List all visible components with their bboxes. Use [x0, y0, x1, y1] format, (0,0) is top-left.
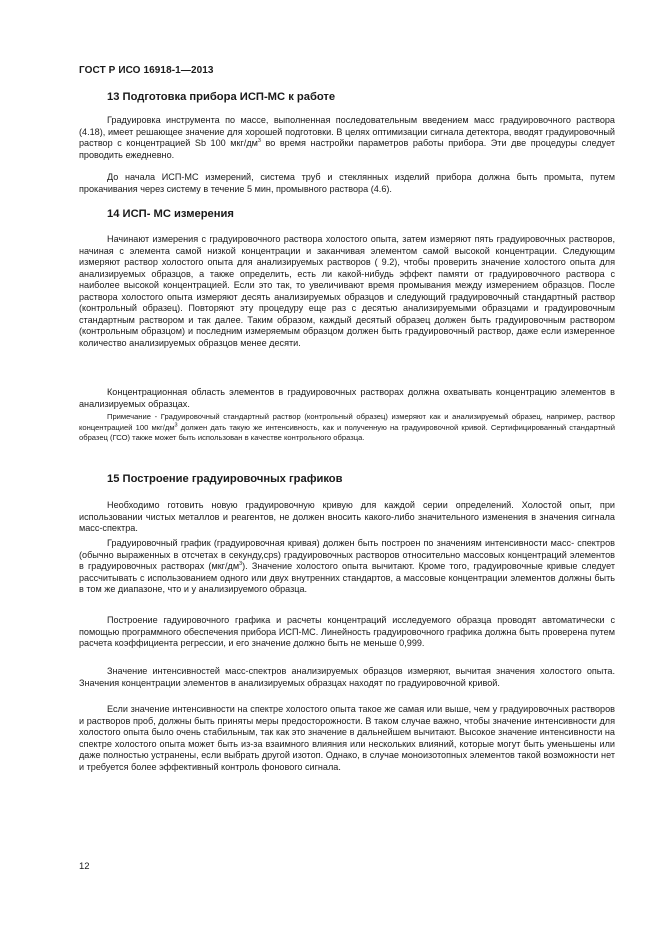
section-14-paragraph-1: Начинают измерения с градуировочного раствора холостого опыта, затем измеряют пять градуировочных растворов, начиная с элемента самой низкой концентрации и заканчивая элементом самой высокой концентрации. Следующим измеряют раствор холостого опыта для анализируемых растворов ( 9.2), чтобы проверить значение холостого опыта для анализируемых образцов, а также определить, есть ли какой-нибудь эффект памяти от градуировочного раствора с наиболее высокой концентрацией. Если это так, то увеличивают время промывания между измерением образцов. После раствора холостого опыта измеряют десять анализируемых образцов и следующий градуировочный стандартный раствор (контрольный образец). Повторяют эту процедуру еще раз с десятью анализируемыми образцами и градуировочным стандартным раствором и так далее. Таким образом, каждый десятый образец должен быть градуировочным раствором (контрольным образцом) и последним измеряемым образцом должен быть градуировочный раствор, даже если измеренное количество анализируемых образцов менее десяти.: [79, 234, 615, 348]
section-14-title: 14 ИСП- МС измерения: [107, 208, 234, 220]
section-15-paragraph-3: Построение гадуировочного графика и расчеты концентраций исследуемого образца проводят автоматически с помощью программного обеспечения прибора ИСП-МС. Линейность градуировочного графика должна быть проверена путем расчета коэффициента регрессии, и его значение должно быть не меньше 0,999.: [79, 615, 615, 649]
section-13-title: 13 Подготовка прибора ИСП-МС к работе: [107, 91, 336, 103]
section-15-paragraph-1: Необходимо готовить новую градуировочную кривую для каждой серии определений. Холостой опыт, при использовании чистых металлов и реагентов, не должен вносить какого-либо значительного изменения в значения сигнала масс-спектра.: [79, 500, 615, 534]
section-13-paragraph-2: До начала ИСП-МС измерений, система труб и стеклянных изделий прибора должна быть промыта, путем прокачивания через систему в течение 5 мин, промывного раствора (4.6).: [79, 172, 615, 194]
section-14-paragraph-2: Концентрационная область элементов в градуировочных растворах должна охватывать концентрацию элементов в анализируемых образцах.: [79, 387, 615, 409]
standard-header: ГОСТ Р ИСО 16918-1—2013: [79, 65, 214, 76]
page-number: 12: [79, 861, 90, 872]
section-15-paragraph-5: Если значение интенсивности на спектре холостого опыта такое же самая или выше, чем у градуировочных растворов и растворов проб, должны быть приняты меры предосторожности. В таком случае важно, чтобы значение интенсивности для холостого опыта было очень стабильным, так как это значение в дальнейшем вычитают. Высокое значение интенсивности на спектре холостого опыта может быть из-за взаимного влияния или нескольких влияний, которые могут быть уменьшены или даже полностью устранены, если выбрать другой изотоп. Однако, в случае моноизотопных элементов такой возможности нет и требуется более эффективный контроль фонового сигнала.: [79, 704, 615, 772]
section-15-paragraph-4: Значение интенсивностей масс-спектров анализируемых образцов измеряют, вычитая значения холостого опыта. Значения концентрации элементов в анализируемых образцах находят по градуировочной кривой.: [79, 666, 615, 688]
section-14-note: Примечание - Градуировочный стандартный раствор (контрольный образец) измеряют как и анализируемый образец, например, раствор концентрацией 100 мкг/$дм^3$ должен дать такую же интенсивность, как и полученную на градуировочной кривой. Сертифицированный стандартный образец (ГСО) также может быть использован в качестве контрольного образца.: [79, 412, 615, 443]
section-15-paragraph-2: Градуировочный график (градуировочная кривая) должен быть построен по значениям интенсивности масс- спектров (обычно выраженных в отсчетах в секунду,cps) градуировочных растворов относительно массовых концентраций элементов в градуировочных растворах $(мкг/дм^3)$. Значение холостого опыта вычитают. Кроме того, градуировочные кривые следует рассчитывать с использованием одного или двух внутренних стандартов, а массовые концентрации элементов должны быть в том же диапазоне, что и у анализируемого образца.: [79, 538, 615, 595]
section-13-paragraph-1: Градуировка инструмента по массе, выполненная последовательным введением масс градуировочного раствора (4.18), имеет решающее значение для хорошей подготовки. В целях оптимизации сигнала детектора, вводят градуировочный раствор с концентрацией Sb 100 мкг/$дм^3$ во время настройки параметров работы прибора. Эти две процедуры следует проводить ежедневно.: [79, 115, 615, 160]
section-15-title: 15 Построение градуировочных графиков: [107, 473, 343, 485]
